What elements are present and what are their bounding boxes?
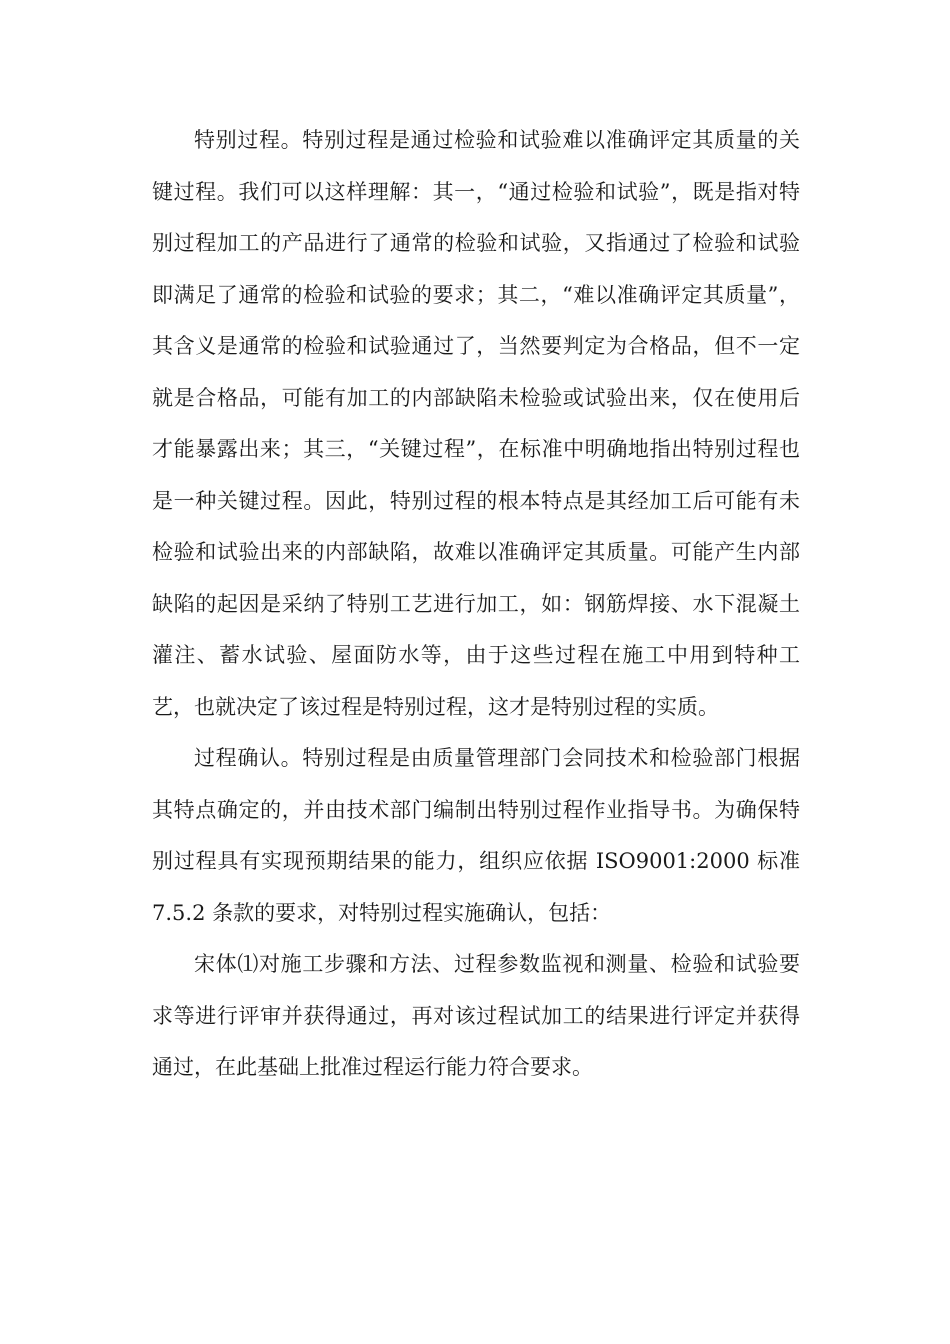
paragraph-special-process: 特别过程。特别过程是通过检验和试验难以准确评定其质量的关键过程。我们可以这样理解：其一，“通过检验和试验”，既是指对特别过程加工的产品进行了通常的检验和试验，又指通过了检验和试验即满足了通常的检验和试验的要求；其二，“难以准确评定其质量”，其含义是通常的检验和试验通过了，当然要判定为合格品，但不一定就是合格品，可能有加工的内部缺陷未检验或试验出来，仅在使用后才能暴露出来；其三，“关键过程”，在标准中明确地指出特别过程也是一种关键过程。因此，特别过程的根本特点是其经加工后可能有未检验和试验出来的内部缺陷，故难以准确评定其质量。可能产生内部缺陷的起因是采纳了特别工艺进行加工，如：钢筋焊接、水下混凝土灌注、蓄水试验、屋面防水等，由于这些过程在施工中用到特种工艺，也就决定了该过程是特别过程，这才是特别过程的实质。 (152, 128, 800, 719)
document-body (152, 115, 800, 1094)
paragraph-review-item-1: 宋体⑴对施工步骤和方法、过程参数监视和测量、检验和试验要求等进行评审并获得通过，再对该过程试加工的结果进行评定并获得通过，在此基础上批准过程运行能力符合要求。 (152, 952, 800, 1079)
paragraph-process-validation: 过程确认。特别过程是由质量管理部门会同技术和检验部门根据其特点确定的，并由技术部门编制出特别过程作业指导书。为确保特别过程具有实现预期结果的能力，组织应依据 ISO9001:2000 标准 7.5.2 条款的要求，对特别过程实施确认，包括： (152, 746, 800, 925)
